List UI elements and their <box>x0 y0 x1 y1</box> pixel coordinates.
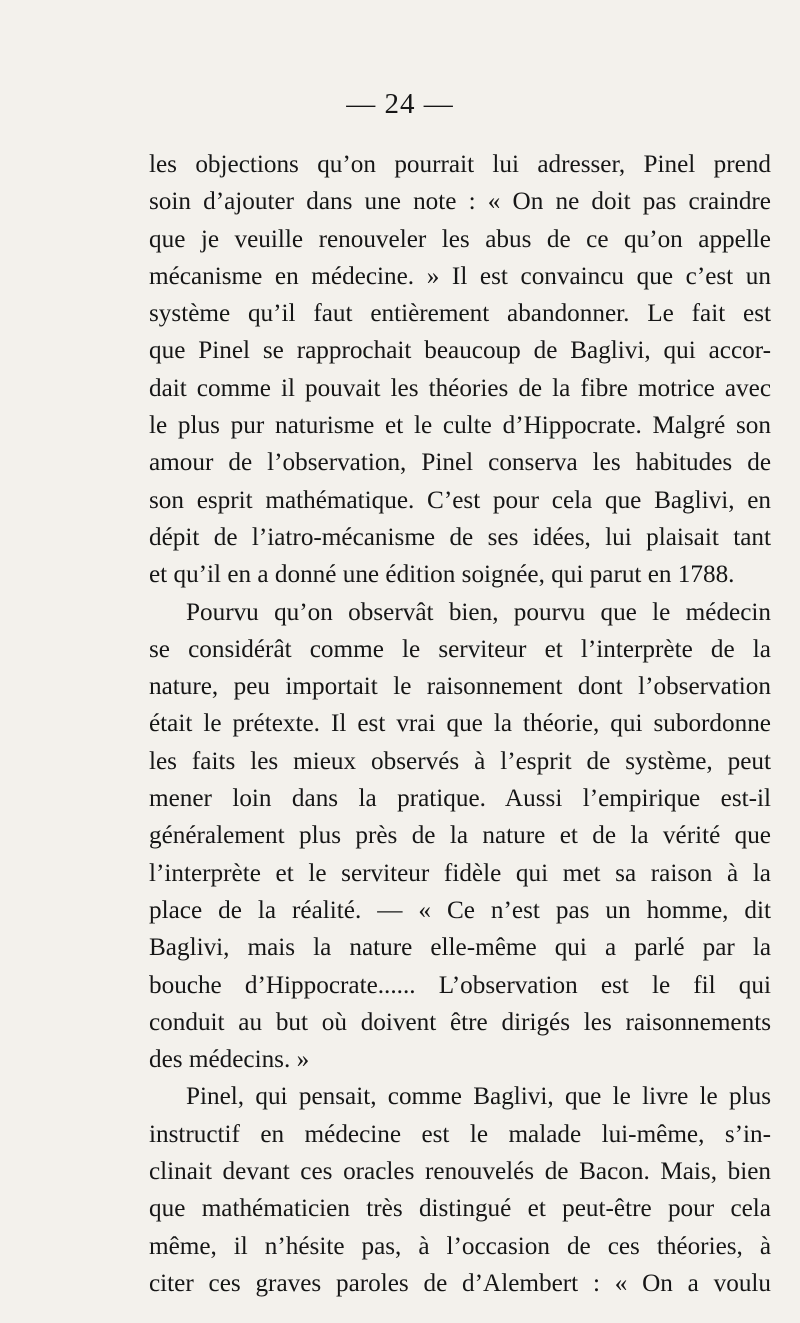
text-line: mécanisme en médecine. » Il est convaincu que c’est un <box>149 262 771 290</box>
text-line: se considérât comme le serviteur et l’interprète de la <box>149 635 771 663</box>
body-text <box>149 146 771 1302</box>
text-line: l’interprète et le serviteur fidèle qui met sa raison à la <box>149 859 771 887</box>
text-line: que je veuille renouveler les abus de ce qu’on appelle <box>149 225 771 253</box>
text-line: le plus pur naturisme et le culte d’Hippocrate. Malgré son <box>149 412 771 440</box>
text-line: Pinel, qui pensait, comme Baglivi, que le livre le plus <box>186 1083 771 1111</box>
text-line: dait comme il pouvait les théories de la fibre motrice avec <box>149 374 771 402</box>
text-line: bouche d’Hippocrate...... L’observation est le fil qui <box>149 971 771 999</box>
text-line: conduit au but où doivent être dirigés les raisonnements <box>149 1008 771 1036</box>
text-line: place de la réalité. — « Ce n’est pas un homme, dit <box>149 896 771 924</box>
text-line: dépit de l’iatro-mécanisme de ses idées, lui plaisait tant <box>149 523 771 551</box>
text-line: était le prétexte. Il est vrai que la théorie, qui subordonne <box>149 710 771 738</box>
text-line: les objections qu’on pourrait lui adresser, Pinel prend <box>149 151 771 178</box>
text-line: des médecins. » <box>149 1046 310 1074</box>
text-line: amour de l’observation, Pinel conserva les habitudes de <box>149 449 771 477</box>
text-line: mener loin dans la pratique. Aussi l’empirique est-il <box>149 785 771 813</box>
text-line: son esprit mathématique. C’est pour cela que Baglivi, en <box>149 486 771 514</box>
text-line: et qu’il en a donné une édition soignée, qui parut en 1788. <box>149 561 735 589</box>
text-line: citer ces graves paroles de d’Alembert : « On a voulu <box>149 1269 771 1297</box>
text-line: que mathématicien très distingué et peut-être pour cela <box>149 1195 771 1223</box>
text-line: instructif en médecine est le malade lui-même, s’in- <box>149 1120 771 1148</box>
text-line: même, il n’hésite pas, à l’occasion de ces théories, à <box>149 1232 771 1260</box>
page-number: — 24 — <box>346 88 454 120</box>
text-line: nature, peu importait le raisonnement dont l’observation <box>149 673 771 701</box>
text-line: Baglivi, mais la nature elle-même qui a parlé par la <box>149 934 771 962</box>
text-line: généralement plus près de la nature et de la vérité que <box>149 822 771 850</box>
text-line: soin d’ajouter dans une note : « On ne doit pas craindre <box>149 188 771 216</box>
text-line: que Pinel se rapprochait beaucoup de Baglivi, qui accor- <box>149 337 771 365</box>
text-line: système qu’il faut entièrement abandonner. Le fait est <box>149 300 771 328</box>
text-line: Pourvu qu’on observât bien, pourvu que le médecin <box>186 598 771 626</box>
text-line: les faits les mieux observés à l’esprit de système, peut <box>149 747 771 775</box>
text-line: clinait devant ces oracles renouvelés de Bacon. Mais, bien <box>149 1158 771 1186</box>
